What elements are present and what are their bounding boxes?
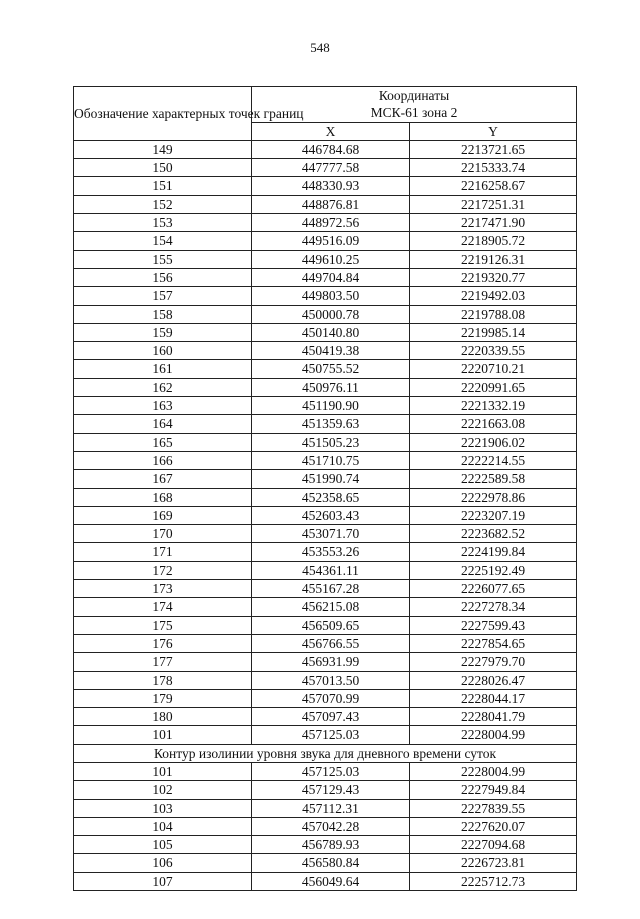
cell-y: 2220991.65: [410, 378, 577, 396]
cell-y: 2221663.08: [410, 415, 577, 433]
table-row: [74, 323, 577, 341]
cell-point-id: 171: [74, 543, 252, 561]
cell-x: 457013.50: [252, 671, 410, 689]
header-x: X: [252, 122, 410, 140]
cell-y: 2228044.17: [410, 689, 577, 707]
table-body-part1: [74, 140, 577, 744]
cell-point-id: 169: [74, 506, 252, 524]
cell-point-id: 151: [74, 177, 252, 195]
table-row: [74, 305, 577, 323]
table-row: [74, 598, 577, 616]
cell-x: 450419.38: [252, 342, 410, 360]
cell-y: 2215333.74: [410, 159, 577, 177]
cell-x: 448876.81: [252, 195, 410, 213]
table-row: [74, 378, 577, 396]
cell-point-id: 161: [74, 360, 252, 378]
cell-y: 2227278.34: [410, 598, 577, 616]
cell-x: 449803.50: [252, 287, 410, 305]
section-divider: [74, 744, 577, 762]
header-coordinates-title: Координаты: [378, 88, 450, 103]
cell-y: 2217251.31: [410, 195, 577, 213]
table-row: [74, 268, 577, 286]
cell-point-id: 150: [74, 159, 252, 177]
table-row: [74, 506, 577, 524]
table-row: [74, 397, 577, 415]
cell-point-id: 164: [74, 415, 252, 433]
cell-y: 2220710.21: [410, 360, 577, 378]
cell-y: 2226077.65: [410, 580, 577, 598]
cell-point-id: 104: [74, 817, 252, 835]
header-y: Y: [410, 122, 577, 140]
table-row: [74, 287, 577, 305]
table-row: [74, 671, 577, 689]
table-row: [74, 781, 577, 799]
cell-y: 2217471.90: [410, 214, 577, 232]
table-row: [74, 634, 577, 652]
cell-point-id: 166: [74, 451, 252, 469]
cell-point-id: 155: [74, 250, 252, 268]
cell-y: 2219492.03: [410, 287, 577, 305]
cell-y: 2223207.19: [410, 506, 577, 524]
cell-y: 2228026.47: [410, 671, 577, 689]
cell-y: 2213721.65: [410, 140, 577, 158]
cell-y: 2219320.77: [410, 268, 577, 286]
cell-y: 2223682.52: [410, 525, 577, 543]
cell-y: 2228004.99: [410, 762, 577, 780]
cell-y: 2227854.65: [410, 634, 577, 652]
cell-x: 452358.65: [252, 488, 410, 506]
table-row: [74, 726, 577, 744]
cell-x: 456931.99: [252, 653, 410, 671]
cell-x: 457129.43: [252, 781, 410, 799]
cell-x: 452603.43: [252, 506, 410, 524]
cell-y: 2219788.08: [410, 305, 577, 323]
cell-point-id: 101: [74, 762, 252, 780]
cell-y: 2225192.49: [410, 561, 577, 579]
cell-x: 451990.74: [252, 470, 410, 488]
cell-point-id: 157: [74, 287, 252, 305]
cell-point-id: 180: [74, 708, 252, 726]
cell-x: 451190.90: [252, 397, 410, 415]
header-coordinate-system: МСК-61 зона 2: [370, 105, 458, 121]
cell-y: 2227839.55: [410, 799, 577, 817]
cell-y: 2227599.43: [410, 616, 577, 634]
cell-point-id: 106: [74, 854, 252, 872]
table-row: [74, 580, 577, 598]
table-row: [74, 159, 577, 177]
cell-x: 450976.11: [252, 378, 410, 396]
table-row: [74, 415, 577, 433]
cell-point-id: 165: [74, 433, 252, 451]
cell-y: 2228041.79: [410, 708, 577, 726]
cell-x: 457097.43: [252, 708, 410, 726]
cell-point-id: 102: [74, 781, 252, 799]
cell-y: 2227979.70: [410, 653, 577, 671]
table-row: [74, 177, 577, 195]
section-row: [74, 744, 577, 762]
cell-x: 457125.03: [252, 726, 410, 744]
cell-y: 2225712.73: [410, 872, 577, 890]
cell-point-id: 167: [74, 470, 252, 488]
cell-y: 2227620.07: [410, 817, 577, 835]
table-row: [74, 488, 577, 506]
table-row: [74, 762, 577, 780]
table-row: [74, 195, 577, 213]
cell-x: 456215.08: [252, 598, 410, 616]
cell-y: 2228004.99: [410, 726, 577, 744]
cell-x: 449704.84: [252, 268, 410, 286]
cell-x: 457042.28: [252, 817, 410, 835]
cell-x: 456049.64: [252, 872, 410, 890]
cell-y: 2222589.58: [410, 470, 577, 488]
cell-x: 456509.65: [252, 616, 410, 634]
table-row: [74, 616, 577, 634]
cell-y: 2222978.86: [410, 488, 577, 506]
table-row: [74, 689, 577, 707]
cell-point-id: 159: [74, 323, 252, 341]
cell-point-id: 177: [74, 653, 252, 671]
cell-y: 2216258.67: [410, 177, 577, 195]
table-row: [74, 433, 577, 451]
page-number: 548: [310, 40, 330, 55]
table-row: [74, 250, 577, 268]
cell-x: 453553.26: [252, 543, 410, 561]
cell-point-id: 107: [74, 872, 252, 890]
cell-point-id: 174: [74, 598, 252, 616]
cell-x: 455167.28: [252, 580, 410, 598]
table-row: [74, 817, 577, 835]
table-row: [74, 140, 577, 158]
cell-point-id: 172: [74, 561, 252, 579]
cell-x: 456580.84: [252, 854, 410, 872]
table-row: [74, 854, 577, 872]
cell-x: 454361.11: [252, 561, 410, 579]
cell-point-id: 179: [74, 689, 252, 707]
cell-point-id: 101: [74, 726, 252, 744]
table-row: [74, 360, 577, 378]
table-row: [74, 543, 577, 561]
cell-x: 449516.09: [252, 232, 410, 250]
cell-y: 2218905.72: [410, 232, 577, 250]
table-row: [74, 708, 577, 726]
cell-y: 2224199.84: [410, 543, 577, 561]
cell-x: 447777.58: [252, 159, 410, 177]
cell-x: 456766.55: [252, 634, 410, 652]
header-point-designation: Обозначение характерных точек границ: [74, 87, 252, 141]
cell-x: 448972.56: [252, 214, 410, 232]
cell-point-id: 163: [74, 397, 252, 415]
table-body-part2: [74, 762, 577, 890]
table-row: [74, 214, 577, 232]
section-title: Контур изолинии уровня звука для дневного времени суток: [74, 744, 577, 762]
table-row: [74, 653, 577, 671]
cell-y: 2221332.19: [410, 397, 577, 415]
cell-x: 451710.75: [252, 451, 410, 469]
cell-x: 457125.03: [252, 762, 410, 780]
cell-point-id: 170: [74, 525, 252, 543]
cell-x: 446784.68: [252, 140, 410, 158]
table-row: [74, 872, 577, 890]
table-row: [74, 799, 577, 817]
table-row: [74, 342, 577, 360]
cell-x: 450000.78: [252, 305, 410, 323]
cell-y: 2227094.68: [410, 836, 577, 854]
cell-x: 449610.25: [252, 250, 410, 268]
table-row: [74, 525, 577, 543]
cell-x: 457070.99: [252, 689, 410, 707]
coordinates-table: [73, 86, 577, 891]
cell-y: 2220339.55: [410, 342, 577, 360]
cell-y: 2219985.14: [410, 323, 577, 341]
cell-point-id: 103: [74, 799, 252, 817]
cell-point-id: 154: [74, 232, 252, 250]
cell-point-id: 175: [74, 616, 252, 634]
cell-x: 453071.70: [252, 525, 410, 543]
cell-point-id: 149: [74, 140, 252, 158]
cell-y: 2219126.31: [410, 250, 577, 268]
table-row: [74, 451, 577, 469]
table-row: [74, 232, 577, 250]
cell-point-id: 176: [74, 634, 252, 652]
cell-point-id: 153: [74, 214, 252, 232]
table-row: [74, 561, 577, 579]
cell-x: 450755.52: [252, 360, 410, 378]
cell-x: 448330.93: [252, 177, 410, 195]
cell-point-id: 173: [74, 580, 252, 598]
cell-point-id: 152: [74, 195, 252, 213]
table-row: [74, 470, 577, 488]
cell-point-id: 168: [74, 488, 252, 506]
cell-x: 451359.63: [252, 415, 410, 433]
cell-y: 2222214.55: [410, 451, 577, 469]
cell-point-id: 178: [74, 671, 252, 689]
cell-point-id: 156: [74, 268, 252, 286]
cell-point-id: 162: [74, 378, 252, 396]
cell-y: 2226723.81: [410, 854, 577, 872]
cell-x: 450140.80: [252, 323, 410, 341]
cell-x: 451505.23: [252, 433, 410, 451]
cell-point-id: 160: [74, 342, 252, 360]
cell-x: 457112.31: [252, 799, 410, 817]
cell-y: 2227949.84: [410, 781, 577, 799]
cell-y: 2221906.02: [410, 433, 577, 451]
cell-point-id: 158: [74, 305, 252, 323]
table-row: [74, 836, 577, 854]
cell-x: 456789.93: [252, 836, 410, 854]
cell-point-id: 105: [74, 836, 252, 854]
